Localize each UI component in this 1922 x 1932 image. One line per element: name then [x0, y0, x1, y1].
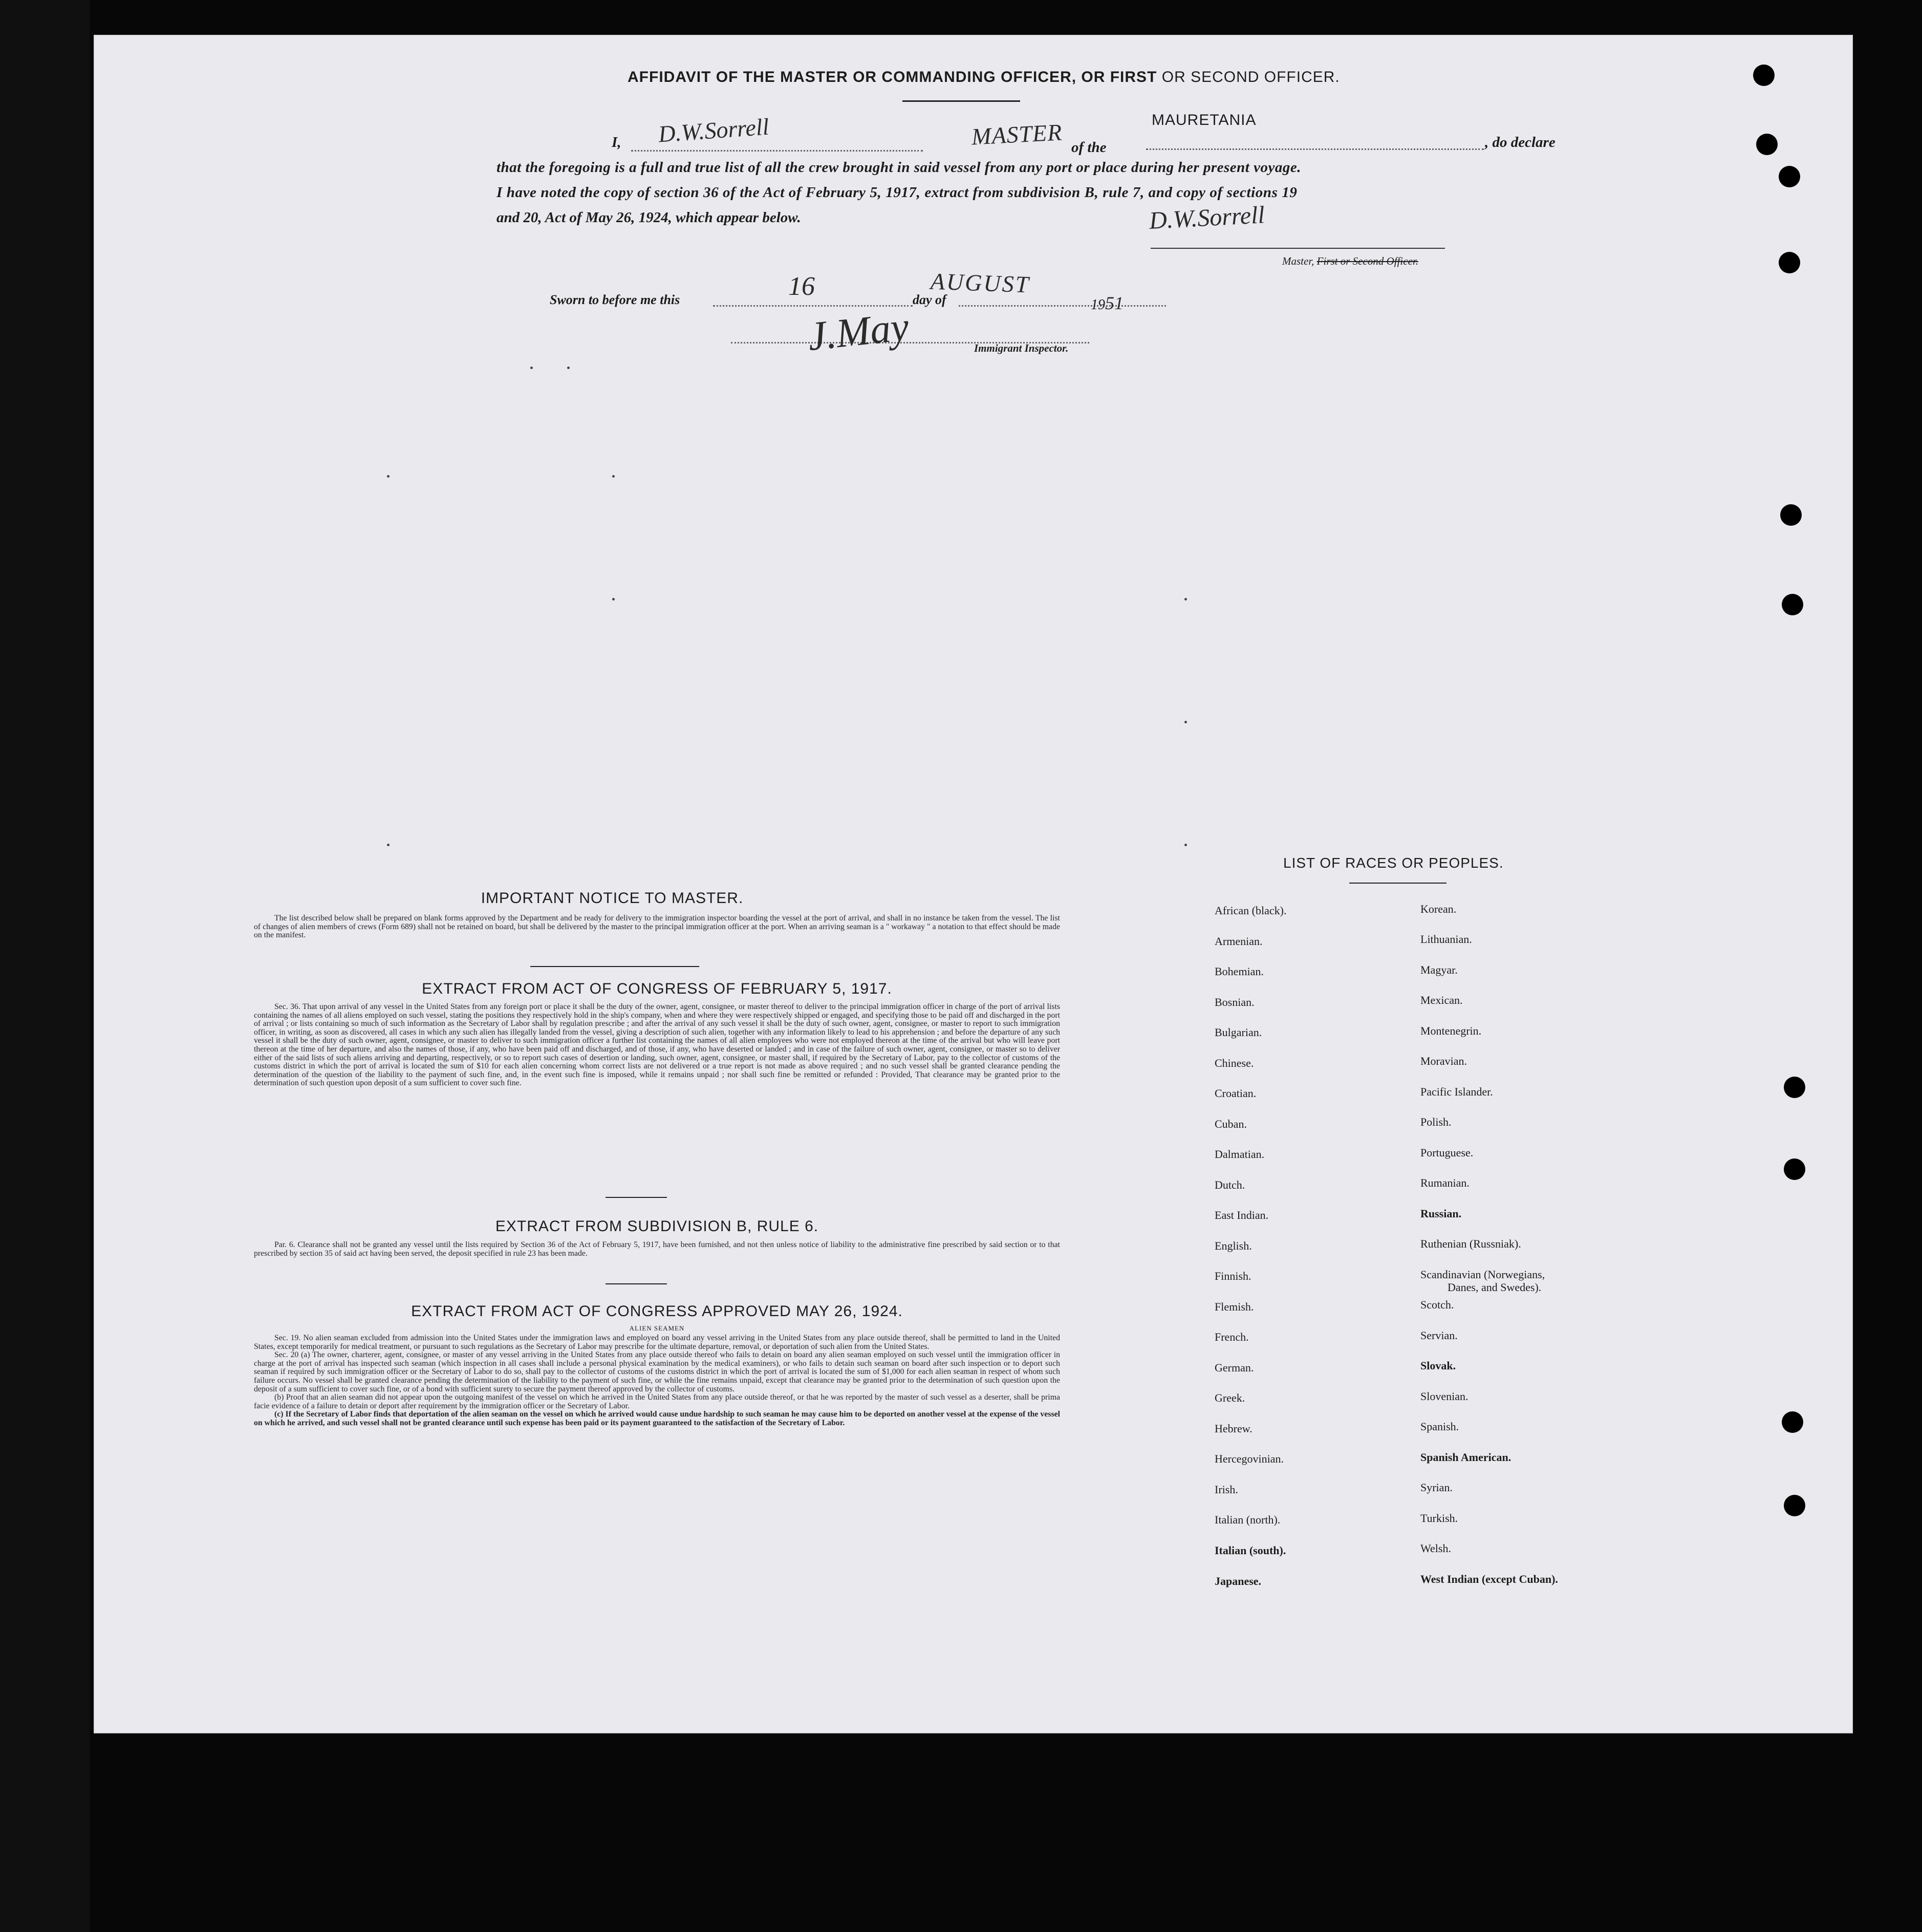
sworn-label: Sworn to before me this: [550, 292, 680, 307]
year-printed: 19: [1091, 297, 1105, 313]
notice-heading: IMPORTANT NOTICE TO MASTER.: [481, 890, 744, 907]
race-item: Armenian.: [1215, 935, 1263, 948]
alien-seamen-subheading: ALIEN SEAMEN: [629, 1324, 685, 1332]
race-item: West Indian (except Cuban).: [1420, 1573, 1558, 1585]
punch-hole: [1753, 65, 1775, 86]
master-name-line: [631, 150, 923, 152]
race-item: Bohemian.: [1215, 965, 1264, 978]
race-item: Korean.: [1420, 903, 1457, 915]
race-item: Mexican.: [1420, 994, 1463, 1006]
race-item: East Indian.: [1215, 1209, 1269, 1221]
race-item: Dalmatian.: [1215, 1148, 1265, 1161]
punch-hole: [1784, 1158, 1805, 1180]
punch-hole: [1779, 252, 1800, 273]
speck: [1184, 598, 1187, 600]
race-item: Dutch.: [1215, 1178, 1245, 1191]
race-item: Portuguese.: [1420, 1146, 1474, 1159]
race-item: Servian.: [1420, 1329, 1458, 1342]
race-item: Italian (south).: [1215, 1544, 1286, 1557]
punch-hole: [1756, 134, 1778, 155]
master-title-handwritten: MASTER: [970, 119, 1063, 150]
speck: [387, 844, 390, 846]
section-rule-2: [606, 1197, 667, 1198]
race-item: Spanish American.: [1420, 1451, 1511, 1464]
manifest-page: [94, 35, 1853, 1733]
caption-officer-struck: First or Second Officer.: [1316, 255, 1418, 267]
affidavit-line-4: and 20, Act of May 26, 1924, which appear below.: [496, 209, 801, 226]
title-part-2: OR SECOND OFFICER.: [1161, 69, 1340, 85]
race-item: Welsh.: [1420, 1542, 1451, 1555]
sworn-year: [1091, 292, 1124, 314]
signature-caption: [1282, 255, 1418, 268]
scan-edge: [0, 0, 90, 1932]
speck: [1184, 844, 1187, 846]
speck: [530, 367, 533, 369]
title-rule: [902, 100, 1020, 102]
punch-hole: [1780, 504, 1802, 526]
sec-20c-text: (c) If the Secretary of Labor finds that deportation of the alien seaman on the vessel on which he arrived would cause undue hardship to such seaman he may cause him to be deported on another vessel at the expense of the vessel on which he arrived, and such vessel shall not be granted clearance until such expense has been paid or its payment guaranteed to the satisfaction of the Secretary of Labor.: [254, 1410, 1060, 1427]
affidavit-title: [628, 69, 1340, 86]
section-rule-1: [530, 966, 699, 967]
extract-1917-body: [254, 1003, 1060, 1088]
affidavit-line-3: I have noted the copy of section 36 of the Act of February 5, 1917, extract from subdivision B, rule 7, and copy of sections 19: [496, 184, 1298, 201]
race-item: Scandinavian (Norwegians,: [1420, 1268, 1545, 1281]
extract-1924-body: [254, 1334, 1060, 1428]
day-of-label: day of: [913, 292, 946, 307]
extract-1917-heading: EXTRACT FROM ACT OF CONGRESS OF FEBRUARY 5, 1917.: [422, 980, 892, 997]
race-item: Irish.: [1215, 1483, 1238, 1496]
speck: [387, 475, 390, 478]
race-item: Japanese.: [1215, 1575, 1262, 1587]
race-item: Bosnian.: [1215, 996, 1255, 1008]
punch-hole: [1779, 166, 1800, 187]
race-item: Finnish.: [1215, 1270, 1251, 1282]
speck: [567, 367, 570, 369]
races-heading-rule: [1349, 883, 1446, 884]
race-item: Bulgarian.: [1215, 1026, 1262, 1039]
race-item: Polish.: [1420, 1115, 1452, 1128]
sworn-month-value: AUGUST: [930, 268, 1031, 298]
sworn-month-line: [959, 305, 1166, 307]
race-item: Hebrew.: [1215, 1422, 1252, 1435]
race-item: Rumanian.: [1420, 1176, 1470, 1189]
race-item: Greek.: [1215, 1391, 1245, 1404]
race-item: African (black).: [1215, 904, 1287, 917]
rule-6-body: [254, 1241, 1060, 1258]
race-item: Moravian.: [1420, 1055, 1467, 1067]
caption-master: Master,: [1282, 255, 1314, 267]
sworn-day-value: 16: [788, 272, 815, 301]
race-item: Lithuanian.: [1420, 933, 1472, 946]
race-item: German.: [1215, 1361, 1254, 1374]
race-item: Chinese.: [1215, 1057, 1254, 1069]
sec-20b-text: (b) Proof that an alien seaman did not appear upon the outgoing manifest of the vessel on which he arrived in the United States from any place outside thereof, or that he was reported by the master of such vessel as a deserter, shall be prima facie evidence of a failure to detain or deport after requirement by the immigration officer or the Secretary of Labor.: [254, 1393, 1060, 1410]
affidavit-line-2: that the foregoing is a full and true list of all the crew brought in said vessel from any port or place during her present voyage.: [496, 159, 1301, 176]
race-item: Hercegovinian.: [1215, 1452, 1284, 1465]
master-name-signature: D.W.Sorrell: [657, 113, 770, 147]
notice-text: The list described below shall be prepared on blank forms approved by the Department and be ready for delivery to the immigration inspector boarding the vessel at the port of arrival, and shall in no instance be taken from the vessel. The list of changes of alien members of crews (Form 689) shall not be retained on board, but shall be delivered by the master to the principal immigration officer at the port. When an arriving seaman is a " workaway " a notation to that effect should be made on the manifest.: [254, 914, 1060, 940]
do-declare-label: , do declare: [1485, 134, 1556, 151]
race-item: French.: [1215, 1330, 1249, 1343]
speck: [612, 475, 615, 478]
race-item: Cuban.: [1215, 1118, 1247, 1130]
race-item: Syrian.: [1420, 1481, 1453, 1494]
races-heading: LIST OF RACES OR PEOPLES.: [1283, 855, 1504, 871]
race-item: Turkish.: [1420, 1512, 1458, 1525]
affidavit-i-label: I,: [612, 134, 621, 151]
race-item: Ruthenian (Russniak).: [1420, 1237, 1521, 1250]
race-item: Slovak.: [1420, 1359, 1456, 1372]
sec-20a-text: Sec. 20 (a) The owner, charterer, agent, consignee, or master of any vessel arriving in the United States from any place outside thereof who fails to detain on board any alien seaman employed on such vessel until the immigration officer in charge at the port of arrival has inspected such seaman (which inspection in all cases shall include a personal physical examination by the medical examiners), or who fails to detain such seaman on board after such inspection or to deport such seaman if required by such immigration officer or the Secretary of Labor to do so, shall pay to the collector of customs of the customs district in which the port of arrival is located the sum of $1,000 for each alien seaman in respect of whom such failure occurs. No vessel shall be granted clearance pending the determination of the liability to the payment of such fine, or while the fine remains unpaid, except that clearance may be granted prior to the determination of such question upon the deposit of a sum sufficient to cover such fine, or of a bond with sufficient surety to secure the payment thereof approved by the collector of customs.: [254, 1350, 1060, 1393]
extract-1924-heading: EXTRACT FROM ACT OF CONGRESS APPROVED MAY 26, 1924.: [411, 1303, 903, 1320]
race-item: Spanish.: [1420, 1420, 1459, 1433]
race-item: Pacific Islander.: [1420, 1085, 1493, 1098]
vessel-name: MAURETANIA: [1152, 112, 1257, 128]
race-item: Flemish.: [1215, 1300, 1254, 1313]
rule-6-text: Par. 6. Clearance shall not be granted any vessel until the lists required by Section 36 of the Act of February 5, 1917, have been furnished, and not then unless notice of liability to the administrative fine prescribed by said section or to that prescribed by section 35 of said act having been served, the deposit specified in rule 23 has been made.: [254, 1240, 1060, 1258]
year-handwritten: 51: [1105, 293, 1124, 313]
notice-body: [254, 914, 1060, 940]
punch-hole: [1782, 594, 1803, 615]
title-part-1: AFFIDAVIT OF THE MASTER OR COMMANDING OFFICER, OR FIRST: [628, 69, 1157, 85]
race-item: Italian (north).: [1215, 1513, 1281, 1526]
inspector-signature: J.May: [805, 304, 911, 360]
vessel-name-line: [1146, 148, 1484, 150]
master-signature: D.W.Sorrell: [1148, 201, 1266, 234]
signature-line: [1151, 248, 1445, 249]
speck: [612, 598, 615, 600]
race-item: Danes, and Swedes).: [1448, 1281, 1542, 1294]
race-item: Slovenian.: [1420, 1390, 1469, 1403]
race-item: Scotch.: [1420, 1298, 1454, 1311]
punch-hole: [1782, 1411, 1803, 1433]
race-item: Montenegrin.: [1420, 1024, 1482, 1037]
race-item: Magyar.: [1420, 963, 1458, 976]
extract-1917-text: Sec. 36. That upon arrival of any vessel in the United States from any foreign port or place it shall be the duty of the owner, agent, consignee, or master thereof to deliver to the principal immigration officer in charge of the port of arrival lists containing the names of all aliens employed on such vessel, stating the positions they respectively hold in the ship's company, when and where they were respectively shipped or engaged, and specifying those to be paid off and discharged in the port of arrival ; or lists containing so much of such information as the Secretary of Labor shall by regulation prescribe ; and after the arrival of any such vessel it shall be the duty of such owner, agent, consignee, or master to report to such immigration officer, in writing, as soon as discovered, all cases in which any such alien has illegally landed from the vessel, giving a description of such alien, together with any information likely to lead to his apprehension ; and before the departure of any such vessel it shall be the duty of such owner, agent, consignee, or master to deliver to such immigration officer a further list containing the names of all alien employees who were not employed thereon at the time of the arrival but who will leave port thereon at the time of her departure, and also the names of those, if any, who have been paid off and discharged, and of those, if any, who have deserted or landed ; and in case of the failure of such owner, agent, consignee, or master so to deliver either of the said lists of such aliens arriving and departing, respectively, or so to report such cases of desertion or landing, such owner, agent, consignee, or master shall, if required by the Secretary of Labor, pay to the collector of customs of the customs district in which the port of arrival is located the sum of $10 for each alien concerning whom correct lists are not delivered or a true report is not made as above required ; and no such vessel shall be granted clearance pending the determination of the question of the liability to the payment of such fine, and, in the event such fine is imposed, while it remains unpaid ; nor shall such fine be remitted or refunded : Provided, That clearance may be granted prior to the determination of such question upon deposit of a sum sufficient to cover such fine.: [254, 1002, 1060, 1088]
rule-6-heading: EXTRACT FROM SUBDIVISION B, RULE 6.: [495, 1218, 819, 1235]
punch-hole: [1784, 1077, 1805, 1098]
sec-19-text: Sec. 19. No alien seaman excluded from admission into the United States under the immigration laws and employed on board any vessel arriving in the United States from any place outside thereof, shall be permitted to land in the United States, except temporarily for medical treatment, or pursuant to such regulations as the Secretary of Labor may prescribe for the ultimate departure, removal, or deportation of such alien from the United States.: [254, 1334, 1060, 1351]
of-the-label: of the: [1071, 139, 1107, 156]
section-rule-3: [606, 1283, 667, 1284]
inspector-caption: Immigrant Inspector.: [974, 342, 1069, 354]
race-item: English.: [1215, 1239, 1252, 1252]
speck: [1184, 721, 1187, 723]
punch-hole: [1784, 1495, 1805, 1516]
race-item: Croatian.: [1215, 1087, 1257, 1100]
race-item: Russian.: [1420, 1207, 1462, 1220]
